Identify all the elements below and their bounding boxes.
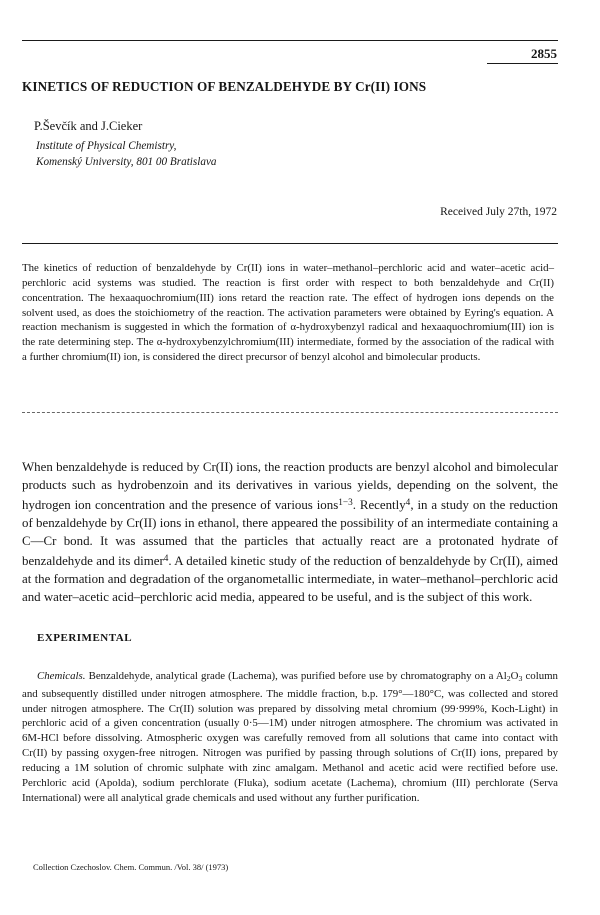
intro-text-2: . Recently [352, 497, 406, 512]
chemicals-paragraph [22, 669, 558, 806]
introduction [22, 459, 558, 607]
received-date: Received July 27th, 1972 [440, 206, 557, 218]
citation-4: 4 [405, 497, 411, 508]
subscript-3: 3 [518, 673, 523, 683]
chemicals-text-3: column and subsequently distilled under nitrogen atmosphere. The middle fraction, b.p. 179°—180°C, was collected and stored under nitrogen atmosphere. The Cr(II) solution was prepared by dissolving metal chromium (99·999%, Koch-Light) in perchloric acid of a given concentration (usually 0·5—1M) under nitrogen atmosphere. The chromium was activated in 6M-HCl before dissolving. Atmospheric oxygen was carefully removed from all solutions that came into contact with Cr(II) by passing oxygen-free nitrogen. Nitrogen was purified by passing through solutions of Cr(II) ions, prepared by reducing a 1M solution of chromic sulphate with zinc amalgam. Methanol and acetic acid were rectified before use. Perchloric acid (Apolda), sodium perchlorate (Fluka), sodium acetate (Lachema), chromium (III) perchlorate (Serva International) were all analytical grade chemicals and used without any further purification. [22, 670, 558, 804]
article-title: KINETICS OF REDUCTION OF BENZALDEHYDE BY Cr(II) IONS [22, 79, 427, 94]
intro-text-3: , in a study on the reduction of benzaldehyde by Cr(II) ions in ethanol, there appeared the possibility of an intermediate containing a C—Cr bond. It was assumed that the particles that actually react are a protonated hydrate of benzaldehyde and its dimer [22, 497, 558, 568]
intro-text-1: When benzaldehyde is reduced by Cr(II) ions, the reaction products are benzyl alcohol and bimolecular products such as hydrobenzoin and its derivatives in various yields, depending on the solvent, the hydrogen ion concentration and the presence of various ions [22, 460, 558, 512]
chemicals-text-2: O [510, 670, 519, 682]
affiliation-line-2: Komenský University, 801 00 Bratislava [36, 156, 217, 168]
page-number: 2855 [531, 46, 557, 61]
citation-1-3: 1−3 [338, 497, 353, 508]
subscript-2: 2 [506, 673, 511, 683]
citation-4-second: 4 [163, 553, 169, 564]
abstract [22, 261, 554, 365]
header-rule [22, 40, 558, 41]
header-rule-short [487, 63, 558, 64]
abstract-text: The kinetics of reduction of benzaldehyde by Cr(II) ions in water–methanol–perchloric acid and water–acetic acid–perchloric acid systems was studied. The reaction is first order with respect to both benzaldehyde and Cr(II) concentration. The hexaaquochromium(III) ions retard the reaction rate. The effect of hydrogen ions depends on the solvent used, as does the stoichiometry of the reaction. The activation parameters were obtained by Eyring's equation. A reaction mechanism is suggested in which the formation of α-hydroxybenzyl radical and hexaaquochromium(III) ion is the rate determining step. The α-hydroxybenzylchromium(III) intermediate, formed by the association of the radical with a further chromium(II) ion, is considered the direct precursor of benzyl alcohol and bimolecular products. [22, 262, 554, 364]
authors: P.Ševčík and J.Cieker [34, 119, 143, 133]
abstract-bottom-rule [22, 412, 558, 413]
experimental-section [22, 669, 558, 806]
introduction-paragraph [22, 459, 558, 607]
journal-footer: Collection Czechoslov. Chem. Commun. /Vol. 38/ (1973) [33, 862, 229, 872]
chemicals-label: Chemicals. [37, 670, 86, 682]
affiliation-line-1: Institute of Physical Chemistry, [36, 140, 177, 152]
chemicals-text-1: Benzaldehyde, analytical grade (Lachema), was purified before use by chromatography on a Al [85, 670, 507, 682]
abstract-top-rule [22, 243, 558, 244]
experimental-heading: EXPERIMENTAL [37, 632, 133, 644]
intro-text-4: . A detailed kinetic study of the reduction of benzaldehyde by Cr(II), aimed at the formation and degradation of the organometallic intermediate, in water–methanol–perchloric acid and water–acetic acid–perchloric acid media, appeared to be useful, and is the subject of this work. [22, 553, 558, 604]
